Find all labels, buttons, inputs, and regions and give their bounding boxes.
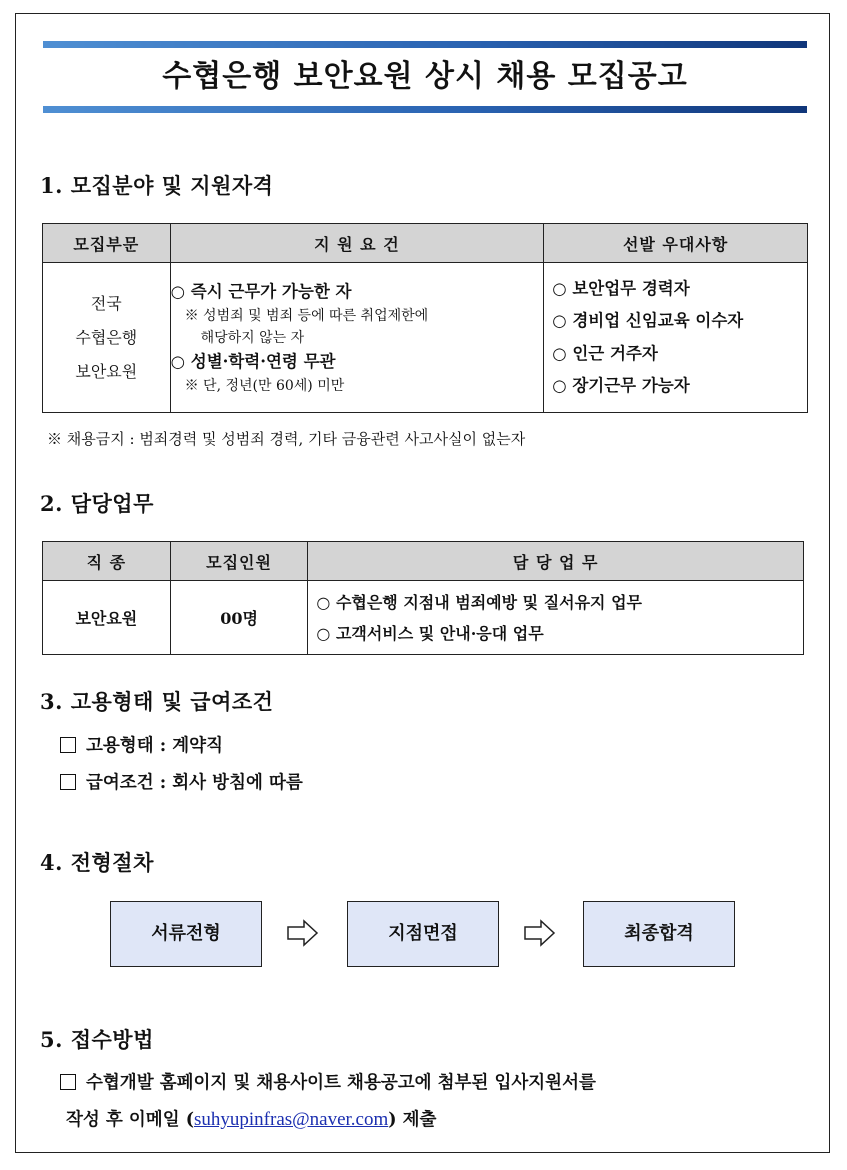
page-title: 수협은행 보안요원 상시 채용 모집공고: [162, 59, 688, 94]
preference-item: ○ 경비업 신임교육 이수자: [552, 311, 744, 330]
requirement-item: ○ 성별·학력·연령 무관: [170, 351, 336, 371]
salary-text: 급여조건 : 회사 방침에 따름: [86, 773, 303, 793]
checkbox-icon: [60, 737, 76, 753]
qualification-table: [42, 223, 808, 413]
requirement-note: 해당하지 않는 자: [200, 329, 305, 346]
duty-item: ○ 고객서비스 및 안내·응대 업무: [316, 623, 544, 643]
title-banner-top-bar: [43, 41, 807, 48]
preference-item: ○ 장기근무 가능자: [552, 376, 690, 395]
application-email-prefix: 작성 후 이메일 (: [66, 1110, 194, 1130]
qualification-table-header-row: [43, 224, 808, 263]
hiring-restriction-note: ※ 채용금지 : 범죄경력 및 성범죄 경력, 기타 금융관련 사고사실이 없는자: [47, 430, 526, 448]
header-preferences: 선발 우대사항: [544, 224, 808, 263]
header-requirements: 지 원 요 건: [170, 224, 544, 263]
step-document-screening: 서류전형: [110, 901, 262, 967]
section3-heading: 3. 고용형태 및 급여조건: [40, 689, 274, 714]
requirements-cell: [170, 263, 544, 413]
duty-table-row: [43, 581, 804, 655]
job-cell: 보안요원: [43, 581, 171, 655]
category-line: 보안요원: [75, 361, 138, 381]
application-method-text: 수협개발 홈페이지 및 채용사이트 채용공고에 첨부된 입사지원서를: [86, 1073, 596, 1093]
duties-cell: [308, 581, 804, 655]
category-line: 수협은행: [75, 327, 138, 347]
category-cell: [43, 263, 171, 413]
count-cell: 00명: [170, 581, 308, 655]
duty-table-header-row: [43, 542, 804, 581]
step-branch-interview: 지점면접: [347, 901, 499, 967]
right-arrow-icon: [287, 919, 319, 947]
requirement-note: ※ 성범죄 및 범죄 등에 따른 취업제한에: [184, 307, 429, 324]
application-email-link[interactable]: suhyupinfras@naver.com: [194, 1109, 389, 1130]
qualification-table-row: [43, 263, 808, 413]
preference-item: ○ 인근 거주자: [552, 343, 658, 363]
section4-heading: 4. 전형절차: [40, 850, 154, 875]
requirement-item: ○ 즉시 근무가 가능한 자: [170, 281, 352, 301]
header-category: 모집부문: [43, 224, 171, 263]
duty-table: [42, 541, 804, 655]
application-method-line1: [60, 1071, 596, 1095]
preference-item: ○ 보안업무 경력자: [552, 278, 690, 298]
requirement-note: ※ 단, 정년(만 60세) 미만: [184, 377, 345, 394]
preferences-cell: [544, 263, 808, 413]
section5-heading: 5. 접수방법: [40, 1027, 154, 1052]
duty-item: ○ 수협은행 지점내 범죄예방 및 질서유지 업무: [316, 592, 642, 612]
section1-heading: 1. 모집분야 및 지원자격: [40, 173, 274, 198]
right-arrow-icon: [524, 919, 556, 947]
employment-type-item: [60, 734, 223, 758]
application-email-suffix: ) 제출: [388, 1110, 437, 1130]
salary-item: [60, 771, 303, 795]
category-line: 전국: [90, 293, 122, 313]
step-final-acceptance: 최종합격: [583, 901, 735, 967]
title-banner-bottom-bar: [43, 106, 807, 113]
application-method-line2: [66, 1108, 436, 1132]
checkbox-icon: [60, 1074, 76, 1090]
section2-heading: 2. 담당업무: [40, 491, 154, 516]
header-job: 직 종: [43, 542, 171, 581]
header-count: 모집인원: [170, 542, 308, 581]
checkbox-icon: [60, 774, 76, 790]
header-duties: 담 당 업 무: [308, 542, 804, 581]
employment-type-text: 고용형태 : 계약직: [86, 736, 223, 756]
